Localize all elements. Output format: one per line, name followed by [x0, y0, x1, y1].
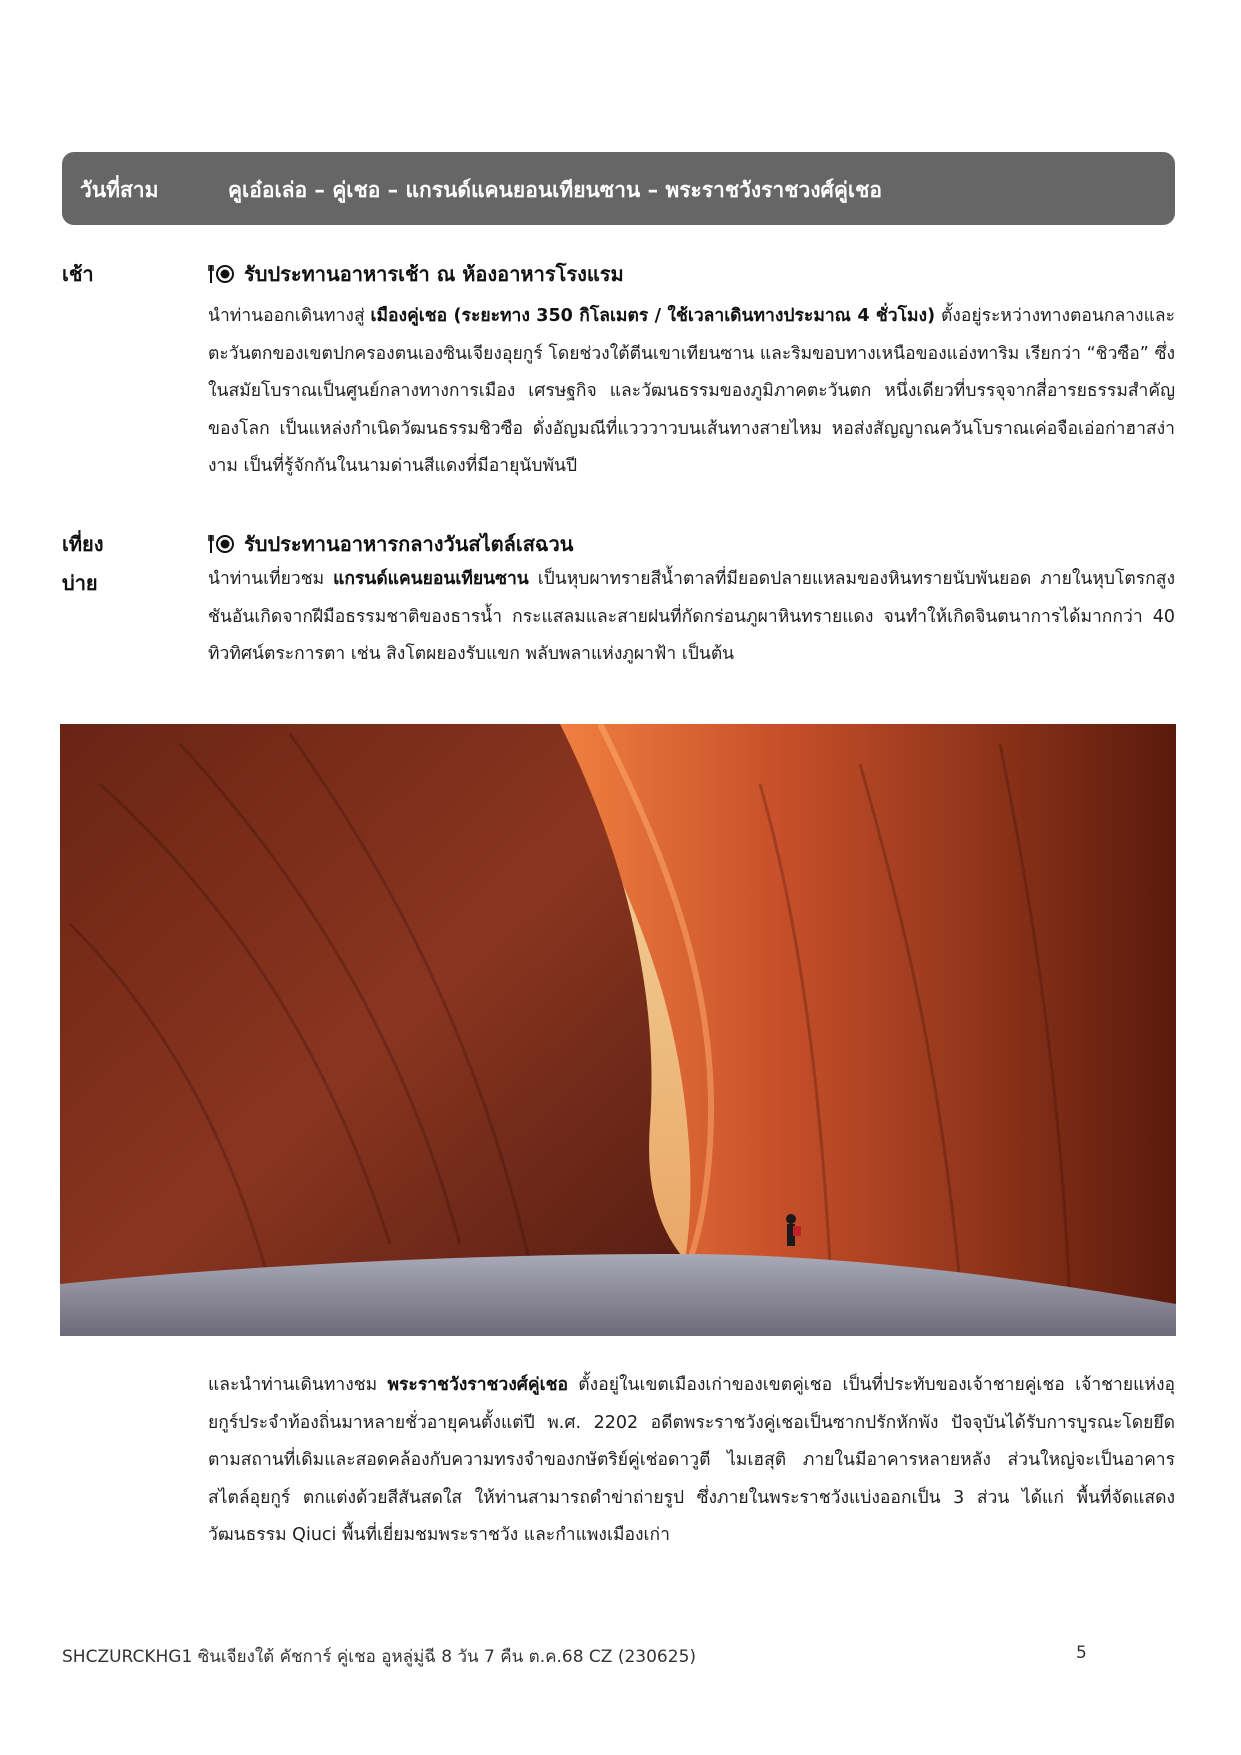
- lunch-text: รับประทานอาหารกลางวันสไตล์เสฉวน: [244, 532, 574, 556]
- meal-icon: [208, 533, 234, 555]
- time-label-afternoon: บ่าย: [62, 571, 98, 595]
- kuqa-city-bold: เมืองคู่เชอ (ระยะทาง 350 กิโลเมตร / ใช้เวลาเดินทางประมาณ 4 ชั่วโมง): [370, 306, 936, 326]
- canyon-photo: [60, 724, 1176, 1336]
- day-route-title: คูเอ๋อเล่อ – คู่เชอ – แกรนด์แคนยอนเทียนซาน – พระราชวังราชวงศ์คู่เชอ: [228, 178, 882, 202]
- meal-icon: [208, 263, 234, 285]
- breakfast-text: รับประทานอาหารเช้า ณ ห้องอาหารโรงแรม: [244, 262, 624, 286]
- time-label-noon: เที่ยง: [62, 532, 104, 556]
- grand-canyon-bold: แกรนด์แคนยอนเทียนซาน: [333, 569, 529, 589]
- footer-code: SHCZURCKHG1 ซินเจียงใต้ คัชการ์ คู่เชอ อูหลู่มู่ฉี 8 วัน 7 คืน ต.ค.68 CZ (230625): [62, 1647, 697, 1667]
- morning-paragraph: นำท่านออกเดินทางสู่ เมืองคู่เชอ (ระยะทาง 350 กิโลเมตร / ใช้เวลาเดินทางประมาณ 4 ชั่วโมง) ตั้งอยู่ระหว่างทางตอนกลางและตะวันตกของเขตปกครองตนเองซินเจียงอุยกูร์ โดยช่วงใต้ตีนเขาเทียนซาน และริมขอบทางเหนือของแอ่งทาริม เรียกว่า “ชิวซือ” ซึ่งในสมัยโบราณเป็นศูนย์กลางทางการเมือง เศรษฐกิจ และวัฒนธรรมของภูมิภาคตะวันตก หนึ่งเดียวที่บรรจุจากสี่อารยธรรมสำคัญของโลก เป็นแหล่งกำเนิดวัฒนธรรมชิวซือ ดั่งอัญมณีที่แวววาวบนเส้นทางสายไหม หอส่งสัญญาณควันโบราณเค่อจือเอ่อก่าฮาสง่างาม เป็นที่รู้จักกันในนามด่านสีแดงที่มีอายุนับพันปี: [208, 306, 1175, 476]
- kuqa-palace-bold: พระราชวังราชวงศ์คู่เชอ: [387, 1375, 568, 1395]
- breakfast-line: [208, 258, 624, 290]
- time-label-morning: เช้า: [62, 262, 94, 286]
- palace-paragraph: และนำท่านเดินทางชม พระราชวังราชวงศ์คู่เชอ ตั้งอยู่ในเขตเมืองเก่าของเขตคู่เชอ เป็นที่ประทับของเจ้าชายคู่เชอ เจ้าชายแห่งอุยกูร์ประจำท้องถิ่นมาหลายชั่วอายุคนตั้งแต่ปี พ.ศ. 2202 อดีตพระราชวังคู่เชอเป็นซากปรักหักพัง ปัจจุบันได้รับการบูรณะโดยยึดตามสถานที่เดิมและสอดคล้องกับความทรงจำของกษัตริย์คู่เช่อดาวูตี ไมเฮสุติ ภายในมีอาคารหลายหลัง ส่วนใหญ่จะเป็นอาคารสไตล์อุยกูร์ ตกแต่งด้วยสีสันสดใส ให้ท่านสามารถดำข่าถ่ายรูป ซึ่งภายในพระราชวังแบ่งออกเป็น 3 ส่วน ได้แก่ พื้นที่จัดแสดงวัฒนธรรม Qiuci พื้นที่เยี่ยมชมพระราชวัง และกำแพงเมืองเก่า: [208, 1375, 1176, 1545]
- page-number: 5: [1076, 1643, 1087, 1663]
- day-label: วันที่สาม: [80, 178, 159, 202]
- lunch-line: [208, 528, 573, 560]
- day-header-bar: [62, 152, 1175, 225]
- afternoon-paragraph: นำท่านเที่ยวชม แกรนด์แคนยอนเทียนซาน เป็นหุบผาทรายสีน้ำตาลที่มียอดปลายแหลมของหินทรายนับพันยอด ภายในหุบโตรกสูงชันอันเกิดจากฝีมือธรรมชาติของธารน้ำ กระแสลมและสายฝนที่กัดกร่อนภูผาหินทรายแดง จนทำให้เกิดจินตนาการได้มากกว่า 40 ทิวทิศน์ตระการตา เช่น สิงโตผยองรับแขก พลับพลาแห่งภูผาฟ้า เป็นต้น: [208, 569, 1175, 664]
